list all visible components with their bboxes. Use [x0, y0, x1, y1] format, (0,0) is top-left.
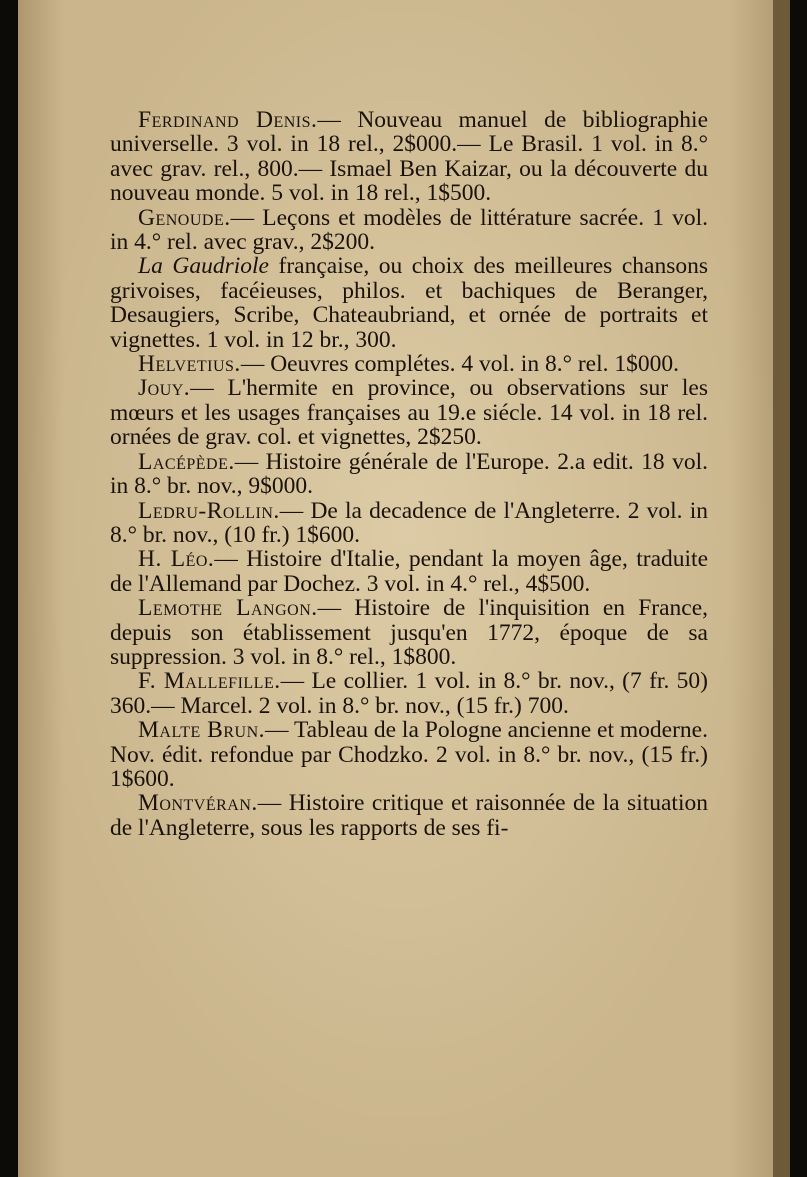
- entry-text: — Histoire de l'inquisition en France, depuis son établissement jusqu'en 1772, époque de sa suppression. 3 vol. in 8.° rel., 1$800.: [110, 595, 709, 670]
- catalogue-entry: [110, 791, 708, 840]
- catalogue-entry: [110, 596, 708, 669]
- entry-author: Malte Brun.: [138, 717, 266, 744]
- catalogue-entry: [110, 718, 708, 791]
- catalogue-entry: [110, 352, 708, 376]
- entry-author: Jouy.: [138, 375, 191, 402]
- entry-author: Ledru-Rollin.: [138, 497, 280, 524]
- entry-author: F. Mallefille.: [138, 668, 281, 695]
- entry-text: — Le collier. 1 vol. in 8.° br. nov., (7 fr. 50) 360.— Marcel. 2 vol. in 8.° br. nov., (15 fr.) 700.: [110, 668, 708, 719]
- entry-author: Ferdinand Denis.: [138, 107, 318, 133]
- entry-text: — Nouveau manuel de bibliographie universelle. 3 vol. in 18 rel., 2$000.— Le Brasil. 1 vol. in 8.° avec grav. rel., 800.— Ismael Ben Kaizar, ou la découverte du nouveau monde. 5 vol. in 18 rel., 1$500.: [110, 107, 708, 207]
- catalogue-text: [110, 108, 708, 840]
- entry-text: — Tableau de la Pologne ancienne et moderne. Nov. édit. refondue par Chodzko. 2 vol. in 8.° br. nov., (15 fr.) 1$600.: [110, 717, 708, 792]
- entry-author: Lemothe Langon.: [138, 595, 318, 622]
- entry-author: Helvetius.: [138, 351, 241, 378]
- entry-text: — Oeuvres complétes. 4 vol. in 8.° rel. 1$000.: [240, 351, 680, 378]
- entry-author: Montvéran.: [138, 790, 258, 817]
- entry-author: Genoude.: [138, 204, 231, 231]
- page-edge: [773, 0, 790, 1177]
- catalogue-entry: [110, 206, 708, 255]
- catalogue-entry: [110, 669, 708, 718]
- catalogue-entry: [110, 254, 708, 352]
- entry-text: française, ou choix des meilleures chansons grivoises, facéieuses, philos. et bachiques de Beranger, Desaugiers, Scribe, Chateaubriand, et ornée de portraits et vignettes. 1 vol. in 12 br., 300.: [110, 253, 708, 353]
- catalogue-entry: [110, 376, 708, 449]
- entry-text: — Histoire d'Italie, pendant la moyen âge, traduite de l'Allemand par Dochez. 3 vol. in 4.° rel., 4$500.: [110, 546, 708, 597]
- entry-text: — Leçons et modèles de littérature sacrée. 1 vol. in 4.° rel. avec grav., 2$200.: [110, 204, 708, 256]
- catalogue-entry: [110, 450, 708, 499]
- catalogue-entry: [110, 499, 708, 548]
- entry-author: H. Léo.: [138, 546, 215, 573]
- entry-text: — Histoire générale de l'Europe. 2.a edit. 18 vol. in 8.° br. nov., 9$000.: [110, 448, 708, 500]
- catalogue-entry: [110, 108, 708, 206]
- catalogue-entry: [110, 547, 708, 596]
- entry-text: — De la decadence de l'Angleterre. 2 vol. in 8.° br. nov., (10 fr.) 1$600.: [110, 497, 708, 548]
- entry-text: — L'hermite en province, ou observations sur les mœurs et les usages françaises au 19.e siécle. 14 vol. in 18 rel. ornées de grav. col. et vignettes, 2$250.: [110, 375, 708, 451]
- entry-title: La Gaudriole: [138, 253, 269, 280]
- entry-text: — Histoire critique et raisonnée de la situation de l'Angleterre, sous les rapports de ses fi-: [110, 790, 708, 841]
- entry-author: Lacépède.: [138, 448, 235, 475]
